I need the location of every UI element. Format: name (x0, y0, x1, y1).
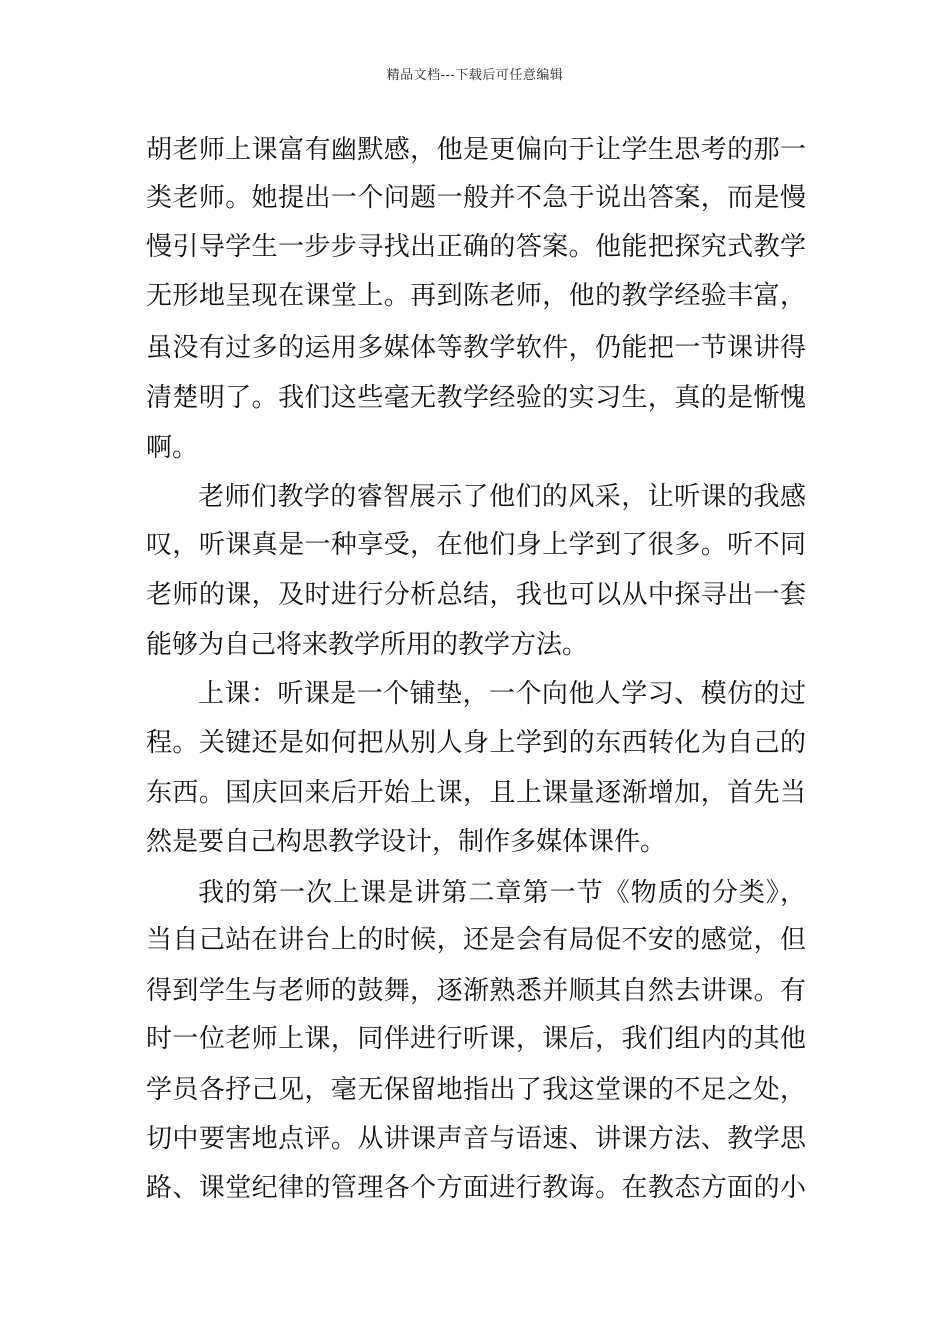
text-line: 切中要害地点评。从讲课声音与语速、讲课方法、教学思 (146, 1124, 806, 1154)
text-line: 东西。国庆回来后开始上课，且上课量逐渐增加，首先当 (146, 778, 806, 808)
text-line: 上课：听课是一个铺垫，一个向他人学习、模仿的过 (198, 679, 806, 709)
text-line: 学员各抒己见，毫无保留地指出了我这堂课的不足之处， (146, 1075, 806, 1105)
text-line: 我的第一次上课是讲第二章第一节《物质的分类》， (198, 878, 806, 908)
text-line: 胡老师上课富有幽默感，他是更偏向于让学生思考的那一 (146, 135, 806, 165)
text-line: 程。关键还是如何把从别人身上学到的东西转化为自己的 (146, 728, 806, 758)
text-line: 老师的课，及时进行分析总结，我也可以从中探寻出一套 (146, 580, 806, 610)
text-line: 能够为自己将来教学所用的教学方法。 (146, 630, 589, 660)
text-line: 无形地呈现在课堂上。再到陈老师，他的教学经验丰富， (146, 281, 806, 311)
text-line: 得到学生与老师的鼓舞，逐渐熟悉并顺其自然去讲课。有 (146, 976, 806, 1006)
text-line: 类老师。她提出一个问题一般并不急于说出答案，而是慢 (146, 183, 806, 213)
text-line: 啊。 (146, 433, 199, 463)
text-line: 然是要自己构思教学设计，制作多媒体课件。 (146, 827, 667, 857)
text-line: 老师们教学的睿智展示了他们的风采，让听课的我感 (198, 482, 806, 512)
page-header: 精品文档---下载后可任意编辑 (386, 68, 564, 83)
text-line: 慢引导学生一步步寻找出正确的答案。他能把探究式教学 (146, 232, 806, 262)
text-line: 路、课堂纪律的管理各个方面进行教诲。在教态方面的小 (146, 1173, 806, 1203)
text-line: 叹，听课真是一种享受，在他们身上学到了很多。听不同 (146, 530, 806, 560)
text-line: 时一位老师上课，同伴进行听课，课后，我们组内的其他 (146, 1024, 806, 1054)
text-line: 虽没有过多的运用多媒体等教学软件，仍能把一节课讲得 (146, 333, 806, 363)
text-line: 清楚明了。我们这些毫无教学经验的实习生，真的是惭愧 (146, 383, 806, 413)
text-line: 当自己站在讲台上的时候，还是会有局促不安的感觉，但 (146, 925, 806, 955)
